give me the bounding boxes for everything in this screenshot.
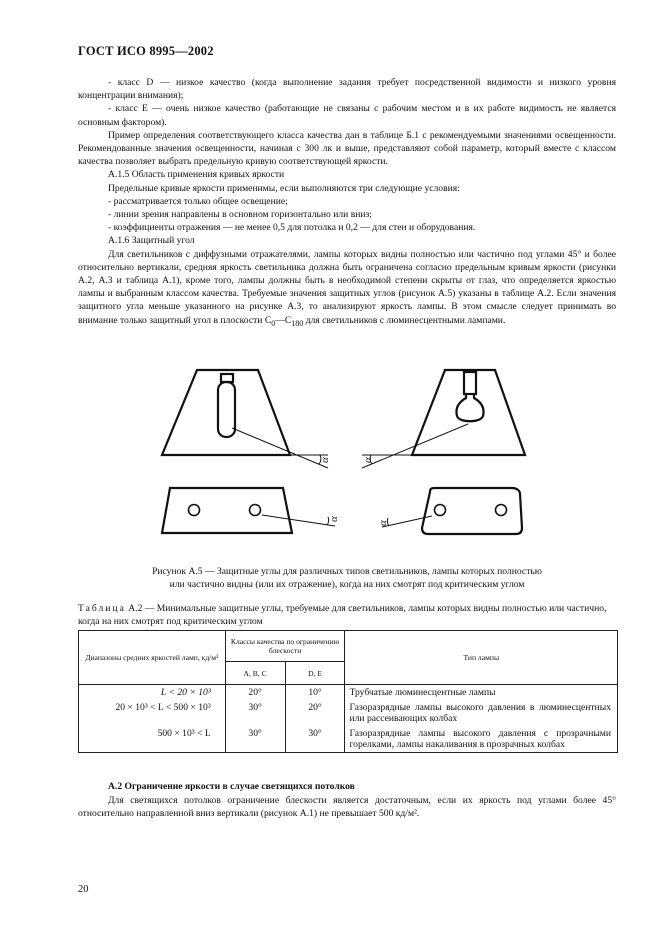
header-range: Диапазоны средних яркостей ламп, кд/м²	[79, 631, 226, 685]
figure-a5	[150, 350, 550, 540]
list-item: - рассматривается только общее освещение;	[108, 195, 288, 207]
table-title	[78, 603, 618, 628]
paragraph: - класс Е — очень низкое качество (работающие не связаны с рабочим местом и в их работе видимость не является основным фактором).	[78, 103, 616, 128]
body-text	[78, 76, 616, 330]
header-de: D, Е	[285, 662, 345, 685]
left-cutoff-line	[232, 428, 328, 468]
page-number: 20	[78, 884, 89, 895]
left-fluorescent-lamp	[218, 382, 235, 437]
right-luminaire-body	[412, 370, 525, 455]
cell-range: 20 × 10³ < L < 500 × 10³	[79, 700, 226, 726]
table-caption: А.2 — Минимальные защитные углы, требуемые для светильников, лампы которых видны полностью или частично, когда на них смотрят под критическим углом	[78, 603, 607, 627]
table-row	[79, 685, 618, 701]
right-bottom-angle-label: α	[377, 520, 389, 526]
left-louvre-lamp-1	[189, 505, 200, 516]
figure-caption	[78, 565, 616, 591]
cell-de: 10°	[285, 685, 345, 701]
cell-abc: 30°	[225, 700, 285, 726]
document-header: ГОСТ ИСО 8995—2002	[78, 44, 214, 58]
section-paragraph: Для светящихся потолков ограничение блескости является достаточным, если их яркость под углами более 45° относительно направленной вниз вертикали (рисунок А.1) не превышает 500 кд/м².	[78, 794, 616, 819]
paragraph: - класс D — низкое качество (когда выполнение задания требует посредственной видимости и низкого уровня концентрации внимания);	[78, 77, 616, 102]
table-row	[79, 700, 618, 726]
list-item: - линии зрения направлены в основном горизонтально или вниз;	[108, 209, 372, 221]
left-bottom-cutoff	[262, 515, 335, 526]
cell-type: Трубчатые люминесцентные лампы	[345, 685, 618, 701]
left-angle-label: α	[319, 457, 331, 463]
left-louvre-luminaire	[162, 488, 292, 533]
cell-de: 20°	[285, 700, 345, 726]
cell-abc: 30°	[225, 726, 285, 753]
cell-type: Газоразрядные лампы высокого давления с прозрачными горелками, лампы накаливания в прозрачных колбах	[345, 726, 618, 753]
table-a2	[78, 630, 618, 753]
header-classes: Классы качества по ограничению блескости	[225, 631, 345, 662]
table-label: Таблица	[78, 603, 126, 614]
cell-de: 30°	[285, 726, 345, 753]
list-item: - коэффициенты отражения — не менее 0,5 для потолка и 0,2 — для стен и оборудования.	[108, 222, 476, 234]
paragraph: Предельные кривые яркости применимы, если выполняются три следующие условия:	[108, 182, 460, 194]
cell-type: Газоразрядные лампы высокого давления в люминесцентных или рассеивающих колбах	[345, 700, 618, 726]
paragraph: Для светильников с диффузными отражателями, лампы которых видны полностью или частично под углами 45° и более относительно вертикали, средняя яркость светильника должна быть ограничена согласно предельным кривым яркости (рисунки А.2, А.3 и таблица А.1), кроме того, лампы должны быть в необходимой степени скрыты от глаз, что определяется яркостью лампы и выбранным классом качества. Требуемые значения защитных углов (рисунок А.5) указаны в таблице А.2. Если значения защитного угла меньше указанного на рисунке А.3, то анализируют яркость лампы. В этом смысле следует принимать во внимание только защитный угол в плоскости $C_0—C_{180}$ для светильников с люминесцентными лампами.	[78, 248, 616, 328]
right-cutoff-line	[362, 424, 468, 468]
subsection-heading: А.1.5 Область применения кривых яркости	[108, 169, 285, 181]
right-angle-label: α	[362, 457, 374, 463]
right-louvre-lamp-2	[496, 505, 507, 516]
right-bulb	[456, 394, 483, 421]
cell-range: L < 20 × 10³	[79, 685, 226, 701]
right-louvre-lamp-1	[435, 505, 446, 516]
figure-caption-line: или частично видны (или их отражение), когда на них смотрят под критическим углом	[169, 579, 525, 590]
section-heading: А.2 Ограничение яркости в случае светящихся потолков	[108, 781, 355, 792]
paragraph: Пример определения соответствующего класса качества дан в таблице Б.1 с рекомендуемыми значениями освещенности. Рекомендованные значения освещенности, начиная с 300 лк и выше, представляют собой параметр, который вместе с классом качества позволяет выбрать предельную кривую соответствующей яркости.	[78, 129, 616, 168]
section-a2	[78, 780, 616, 821]
left-louvre-lamp-2	[250, 505, 261, 516]
right-lamp-socket	[464, 372, 476, 394]
header-abc: А, В, С	[225, 662, 285, 685]
subsection-heading: А.1.6 Защитный угол	[108, 235, 195, 247]
left-lamp-cap	[221, 374, 233, 382]
cell-abc: 20°	[225, 685, 285, 701]
figure-caption-line: Рисунок А.5 — Защитные углы для различных типов светильников, лампы которых полностью	[152, 566, 542, 577]
left-bottom-angle-label: α	[328, 516, 340, 522]
header-lamp-type: Тип лампы	[345, 631, 618, 685]
cell-range: 500 × 10³ < L	[79, 726, 226, 753]
table-row	[79, 726, 618, 753]
